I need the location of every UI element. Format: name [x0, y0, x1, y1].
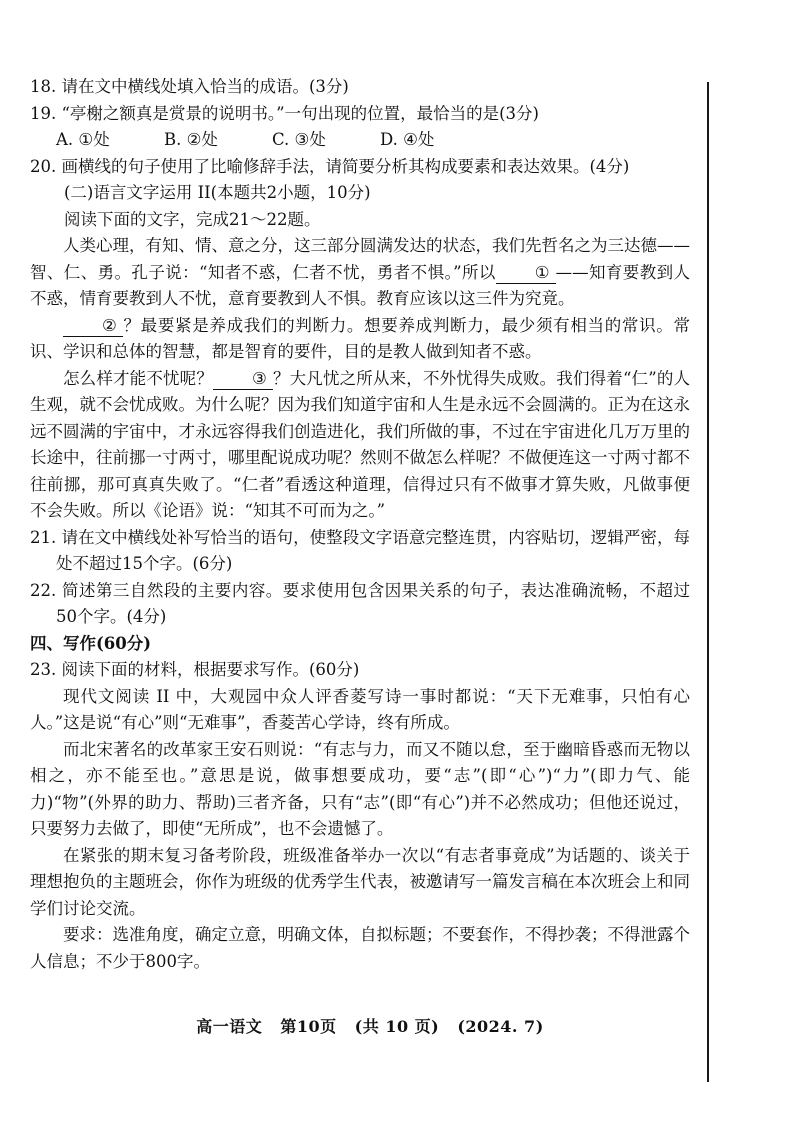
question-20: 20. 画横线的句子使用了比喻修辞手法，请简要分析其构成要素和表达效果。(4分)	[30, 156, 630, 176]
footer-page: 第10页	[280, 1017, 337, 1036]
material-paragraph-3: 在紧张的期末复习备考阶段，班级准备举办一次以“有志者事竟成”为话题的、谈关于理想抱负的主题班会，你作为班级的优秀学生代表，被邀请写一篇发言稿在本次班会上和同学们讨论交流。	[30, 845, 690, 918]
option-d: D. ④处	[380, 130, 435, 149]
material-requirements: 要求：选准角度，确定立意，明确文体，自拟标题；不要套作，不得抄袭；不得泄露个人信息；不少于800字。	[30, 925, 690, 971]
section-2-title: (二)语言文字运用 II(本题共2小题，10分)	[64, 183, 371, 202]
option-b: B. ②处	[164, 130, 218, 149]
blank-1: ①	[496, 263, 556, 284]
question-19: 19. “亭榭之额真是赏景的说明书。”一句出现的位置，最恰当的是(3分)	[30, 103, 539, 123]
page-footer	[0, 1014, 740, 1037]
passage-paragraph-1	[30, 233, 690, 313]
question-19-options	[30, 127, 690, 154]
blank-2: ②	[63, 316, 123, 337]
passage-p2-text: ？最要紧是养成我们的判断力。想要养成判断力，最少须有相当的常识。常识、学识和总体的智慧，都是智育的要件，目的是教人做到知者不惑。	[30, 315, 690, 361]
question-22: 22. 简述第三自然段的主要内容。要求使用包含因果关系的句子，表达准确流畅，不超过50个字。(4分)	[30, 580, 690, 626]
question-18: 18. 请在文中横线处填入恰当的成语。(3分)	[30, 77, 349, 96]
footer-total: (共 10 页)	[354, 1017, 440, 1036]
question-21: 21. 请在文中横线处补写恰当的语句，使整段文字语意完整连贯，内容贴切，逻辑严密，每处不超过15个字。(6分)	[30, 527, 690, 573]
passage-p1-text-b: ——知育要教到人不惑，情育要教到人不忧，意育要教到人不惧。教育应该以这三件为究竟。	[30, 262, 691, 308]
passage-paragraph-3	[30, 366, 690, 525]
blank-3: ③	[213, 369, 273, 390]
option-a: A. ①处	[56, 130, 110, 149]
question-23: 23. 阅读下面的材料，根据要求写作。(60分)	[30, 660, 360, 679]
material-paragraph-1: 现代文阅读 II 中，大观园中众人评香菱写诗一事时都说：“天下无难事，只怕有心人。”这是说“有心”则“无难事”，香菱苦心学诗，终有所成。	[30, 686, 690, 732]
passage-p3-text-b: ？大凡忧之所从来，不外忧得失成败。我们得着“仁”的人生观，就不会忧成败。为什么呢？因为我们知道宇宙和人生是永远不会圆满的。正为在这永远不圆满的宇宙中，才永远容得我们创造进化，我们所做的事，不过在宇宙进化几万万里的长途中，往前挪一寸两寸，哪里配说成功呢？然则不做怎么样呢？不做便连这一寸两寸都不往前挪，那可真真失败了。“仁者”看透这种道理，信得过只有不做事才算失败，凡做事便不会失败。所以《论语》说：“知其不可而为之。”	[30, 368, 690, 520]
passage-p3-text-a: 怎么样才能不忧呢？	[63, 368, 213, 388]
material-paragraph-2: 而北宋著名的改革家王安石则说：“有志与力，而又不随以怠，至于幽暗昏惑而无物以相之，亦不能至也。”意思是说，做事想要成功，要“志”(即“心”)“力”(即力气、能力)“物”(外界的助力、帮助)三者齐备，只有“志”(即“有心”)并不必然成功；但他还说过，只要努力去做了，即使“无所成”，也不会遗憾了。	[30, 739, 690, 838]
option-c: C. ③处	[272, 130, 326, 149]
passage-p1-text-a: 人类心理，有知、情、意之分，这三部分圆满发达的状态，我们先哲名之为三达德——智、仁、勇。孔子说：“知者不惑，仁者不忧，勇者不惧。”所以	[30, 236, 690, 282]
passage-paragraph-2	[30, 313, 690, 366]
section-4-title: 四、写作(60分)	[30, 633, 152, 653]
footer-date: (2024. 7)	[457, 1017, 544, 1036]
section-2-intro: 阅读下面的文字，完成21～22题。	[64, 209, 321, 229]
margin-rule	[707, 82, 709, 1082]
footer-subject: 高一语文	[196, 1017, 263, 1036]
exam-content	[30, 74, 690, 975]
